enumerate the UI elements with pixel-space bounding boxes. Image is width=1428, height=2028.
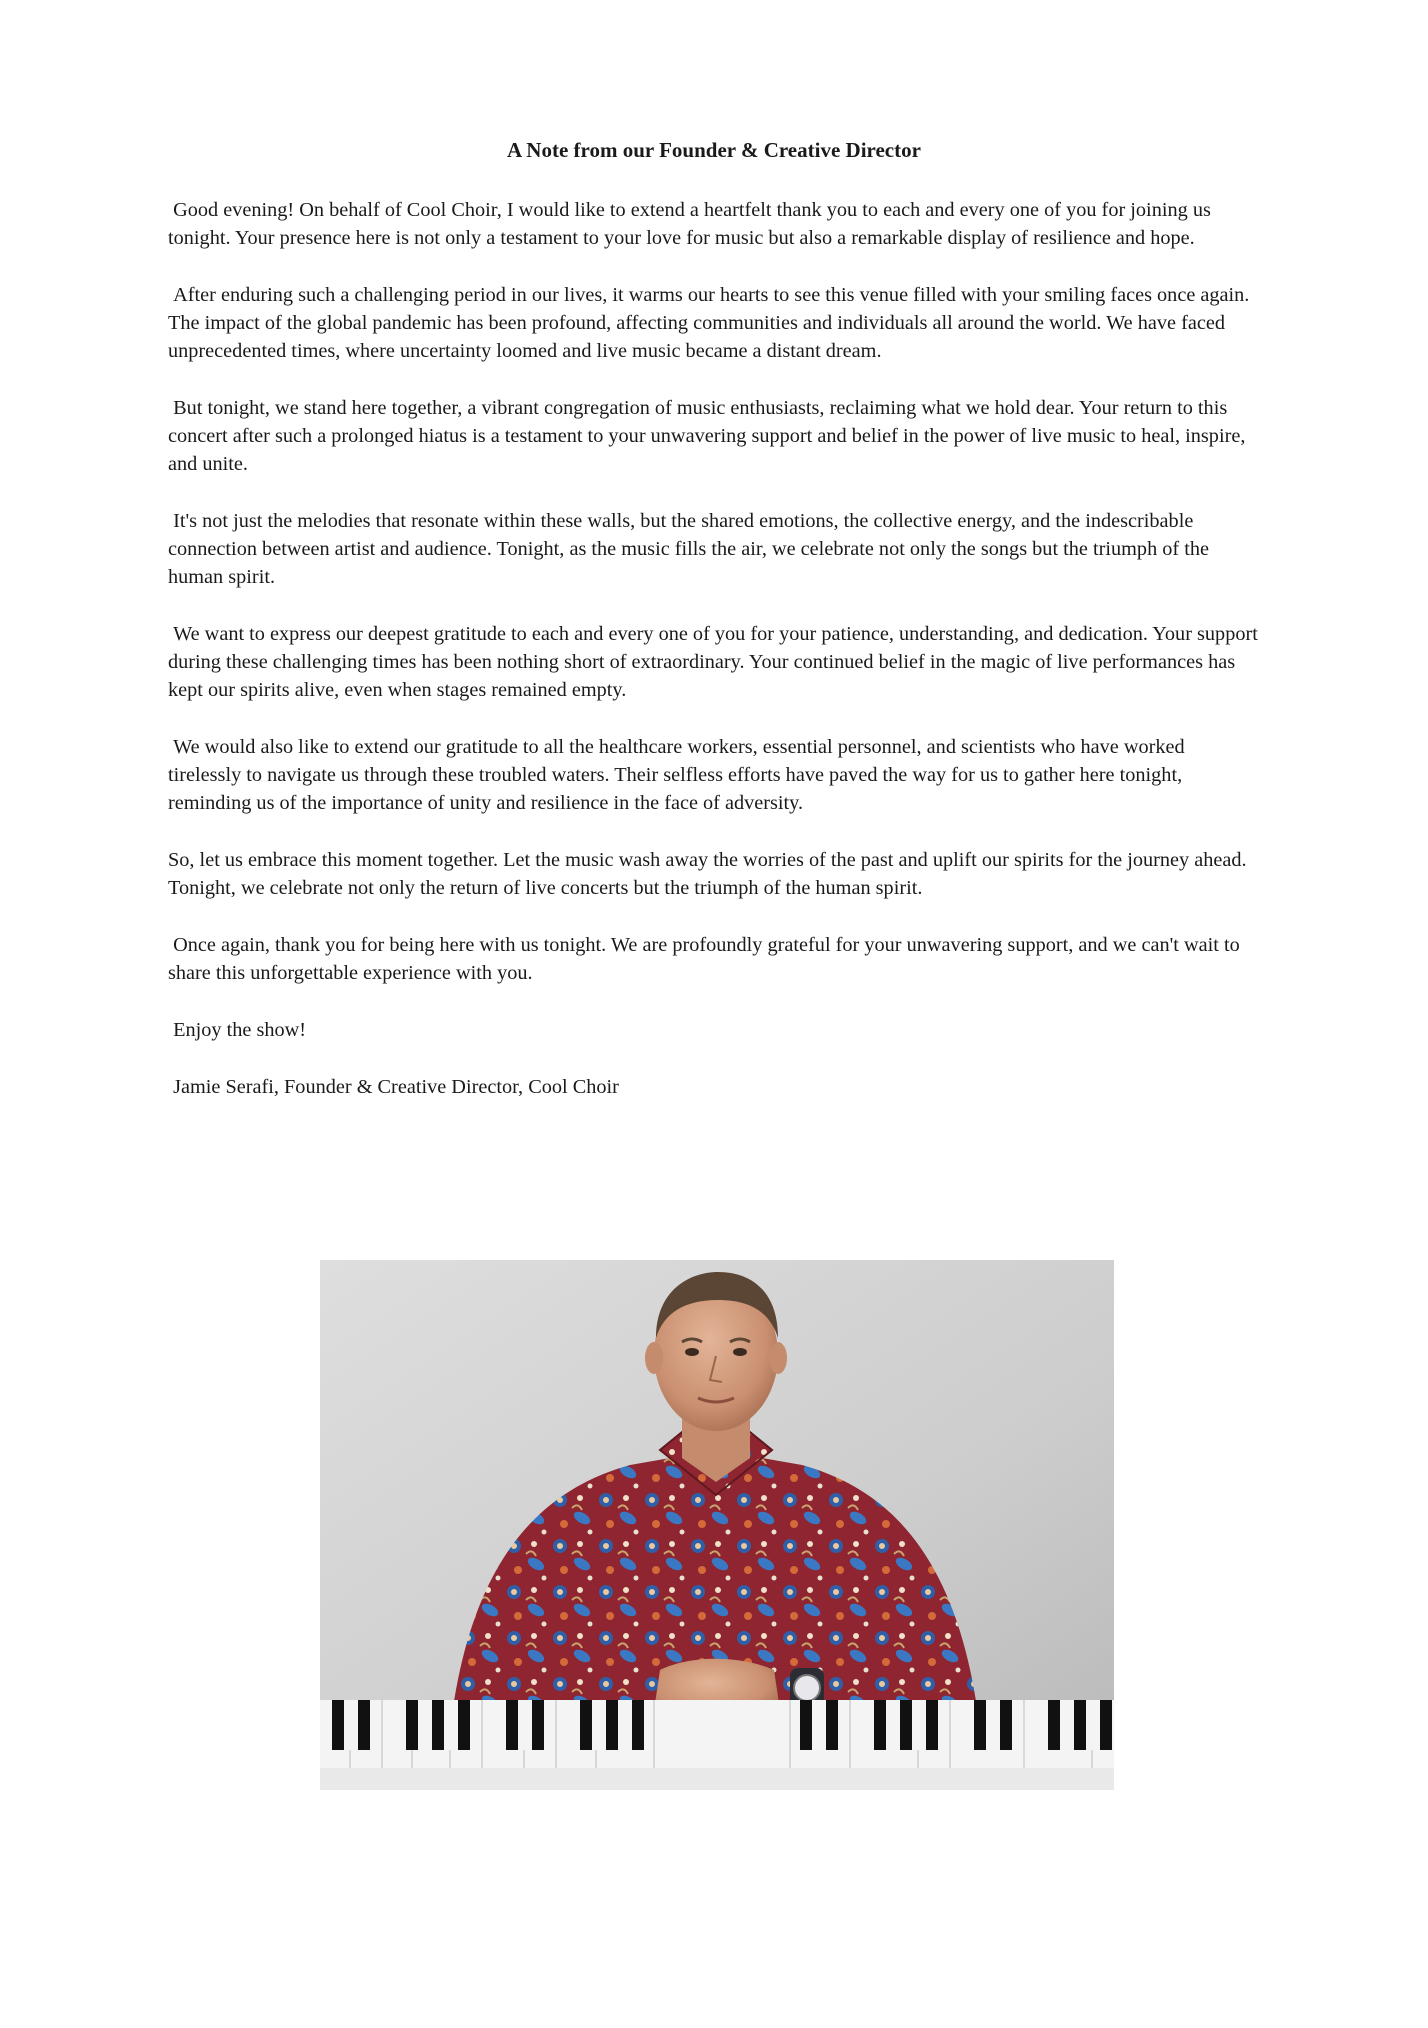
paragraph-gratitude: We want to express our deepest gratitude to each and every one of you for your patience, understanding, and dedication. Your support during these challenging times has been nothing short of extraordinary. Your continued belief in the magic of live performances has kept our spirits alive, even when stages remained empty. xyxy=(168,623,1263,701)
paragraph-enjoy: Enjoy the show! xyxy=(168,1019,307,1041)
letter-body xyxy=(168,196,1263,1130)
document-title: A Note from our Founder & Creative Director xyxy=(507,138,921,162)
founder-portrait-illustration xyxy=(320,1260,1114,1790)
paragraph-embrace: So, let us embrace this moment together. Let the music wash away the worries of the past and uplift our spirits for the journey ahead. Tonight, we celebrate not only the return of live concerts but the triumph of the human spirit. xyxy=(168,849,1252,899)
paragraph-pandemic: After enduring such a challenging period in our lives, it warms our hearts to see this venue filled with your smiling faces once again. The impact of the global pandemic has been profound, affecting communities and individuals all around the world. We have faced unprecedented times, where uncertainty loomed and live music became a distant dream. xyxy=(168,284,1255,362)
signature-line: Jamie Serafi, Founder & Creative Director, Cool Choir xyxy=(168,1076,619,1098)
paragraph-together: But tonight, we stand here together, a vibrant congregation of music enthusiasts, reclaiming what we hold dear. Your return to this concert after such a prolonged hiatus is a testament to your unwavering support and belief in the power of live music to heal, inspire, and unite. xyxy=(168,397,1251,475)
paragraph-healthcare: We would also like to extend our gratitude to all the healthcare workers, essential personnel, and scientists who have worked tirelessly to navigate us through these troubled waters. Their selfless efforts have paved the way for us to gather here tonight, reminding us of the importance of unity and resilience in the face of adversity. xyxy=(168,736,1190,814)
paragraph-melodies: It's not just the melodies that resonate within these walls, but the shared emotions, the collective energy, and the indescribable connection between artist and audience. Tonight, as the music fills the air, we celebrate not only the songs but the triumph of the human spirit. xyxy=(168,510,1215,588)
founder-photo xyxy=(320,1260,1114,1790)
paragraph-thank-you: Once again, thank you for being here with us tonight. We are profoundly grateful for your unwavering support, and we can't wait to share this unforgettable experience with you. xyxy=(168,934,1245,984)
paragraph-greeting: Good evening! On behalf of Cool Choir, I would like to extend a heartfelt thank you to each and every one of you for joining us tonight. Your presence here is not only a testament to your love for music but also a remarkable display of resilience and hope. xyxy=(168,199,1216,249)
